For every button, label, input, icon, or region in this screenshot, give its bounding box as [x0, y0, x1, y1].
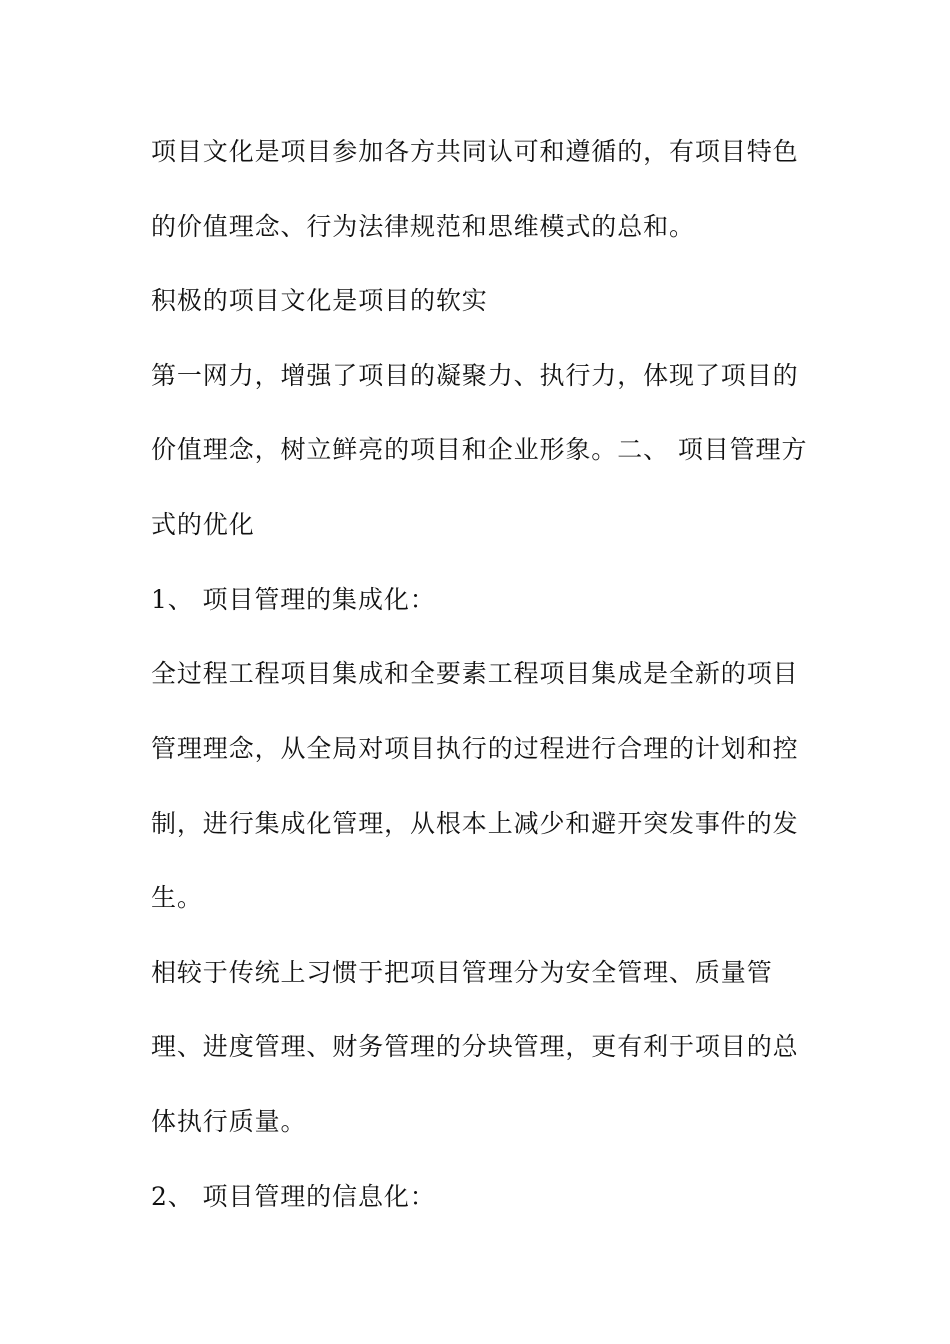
paragraph-line: 管理理念，从全局对项目执行的过程进行合理的计划和控	[151, 734, 799, 763]
paragraph-line: 式的优化	[151, 510, 255, 539]
paragraph-line: 第一网力，增强了项目的凝聚力、执行力，体现了项目的	[151, 361, 799, 390]
list-heading: 2、 项目管理的信息化：	[151, 1182, 436, 1211]
paragraph-line: 体执行质量。	[151, 1107, 307, 1136]
paragraph-line: 全过程工程项目集成和全要素工程项目集成是全新的项目	[151, 659, 799, 688]
paragraph-line: 项目文化是项目参加各方共同认可和遵循的，有项目特色	[151, 137, 799, 166]
paragraph-line: 积极的项目文化是项目的软实	[151, 286, 488, 315]
paragraph-line: 价值理念，树立鲜亮的项目和企业形象。二、 项目管理方	[151, 435, 808, 464]
paragraph-line: 生。	[151, 883, 203, 912]
list-heading: 1、 项目管理的集成化：	[151, 585, 436, 614]
paragraph-line: 的价值理念、行为法律规范和思维模式的总和。	[151, 212, 695, 241]
paragraph-line: 理、进度管理、财务管理的分块管理，更有利于项目的总	[151, 1032, 799, 1061]
paragraph-line: 制，进行集成化管理，从根本上减少和避开突发事件的发	[151, 809, 799, 838]
paragraph-line: 相较于传统上习惯于把项目管理分为安全管理、质量管	[151, 958, 773, 987]
